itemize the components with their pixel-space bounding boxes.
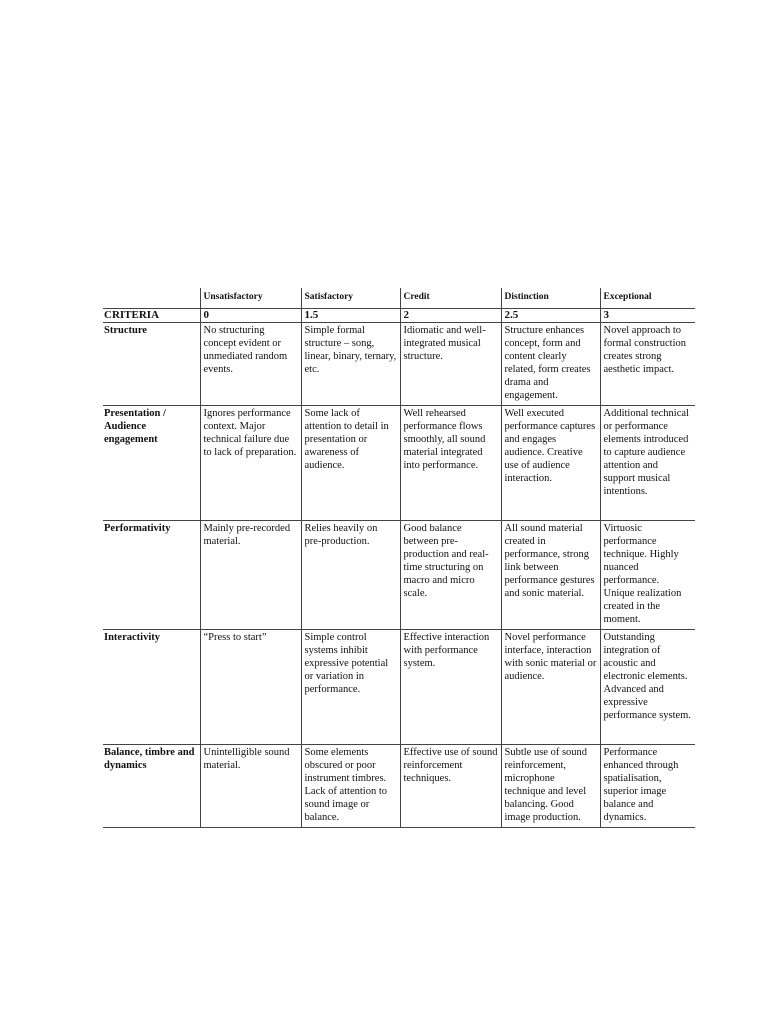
level-header-empty bbox=[103, 288, 200, 309]
score-unsatisfactory: 0 bbox=[200, 309, 301, 323]
score-satisfactory: 1.5 bbox=[301, 309, 400, 323]
score-row bbox=[103, 309, 695, 323]
criterion-row-interactivity bbox=[103, 630, 695, 745]
level-header-row bbox=[103, 288, 695, 309]
criterion-cell: Outstanding integration of acoustic and electronic elements. Advanced and expressive performance system. bbox=[600, 630, 695, 745]
criterion-cell: Simple control systems inhibit expressive potential or variation in performance. bbox=[301, 630, 400, 745]
criterion-name: Structure bbox=[103, 323, 200, 406]
level-header-exceptional: Exceptional bbox=[600, 288, 695, 309]
criterion-name: Interactivity bbox=[103, 630, 200, 745]
level-header-unsatisfactory: Unsatisfactory bbox=[200, 288, 301, 309]
criterion-cell: Relies heavily on pre-production. bbox=[301, 521, 400, 630]
criterion-cell: “Press to start” bbox=[200, 630, 301, 745]
criterion-name: Balance, timbre and dynamics bbox=[103, 745, 200, 828]
criterion-cell: Well rehearsed performance flows smoothly, all sound material integrated into performance. bbox=[400, 406, 501, 521]
criterion-cell: Effective use of sound reinforcement techniques. bbox=[400, 745, 501, 828]
score-distinction: 2.5 bbox=[501, 309, 600, 323]
criterion-row-structure bbox=[103, 323, 695, 406]
criterion-cell: Novel performance interface, interaction with sonic material or audience. bbox=[501, 630, 600, 745]
criterion-cell: Structure enhances concept, form and content clearly related, form creates drama and engagement. bbox=[501, 323, 600, 406]
criterion-cell: Mainly pre-recorded material. bbox=[200, 521, 301, 630]
criterion-cell: Performance enhanced through spatialisation, superior image balance and dynamics. bbox=[600, 745, 695, 828]
criterion-cell: Effective interaction with performance system. bbox=[400, 630, 501, 745]
criterion-cell: Additional technical or performance elements introduced to capture audience attention and support musical intentions. bbox=[600, 406, 695, 521]
criterion-cell: Simple formal structure – song, linear, binary, ternary, etc. bbox=[301, 323, 400, 406]
level-header-distinction: Distinction bbox=[501, 288, 600, 309]
rubric-table bbox=[103, 288, 695, 828]
criterion-cell: Some lack of attention to detail in presentation or awareness of audience. bbox=[301, 406, 400, 521]
criterion-cell: No structuring concept evident or unmediated random events. bbox=[200, 323, 301, 406]
rubric-table-container bbox=[103, 288, 695, 828]
criterion-cell: Ignores performance context. Major technical failure due to lack of preparation. bbox=[200, 406, 301, 521]
criterion-cell: All sound material created in performance, strong link between performance gestures and sonic material. bbox=[501, 521, 600, 630]
criterion-name: Performativity bbox=[103, 521, 200, 630]
criterion-row-presentation bbox=[103, 406, 695, 521]
criteria-header: CRITERIA bbox=[103, 309, 200, 323]
criterion-cell: Well executed performance captures and engages audience. Creative use of audience interaction. bbox=[501, 406, 600, 521]
criterion-cell: Unintelligible sound material. bbox=[200, 745, 301, 828]
criterion-row-performativity bbox=[103, 521, 695, 630]
level-header-credit: Credit bbox=[400, 288, 501, 309]
criterion-cell: Subtle use of sound reinforcement, microphone technique and level balancing. Good image production. bbox=[501, 745, 600, 828]
criterion-cell: Novel approach to formal construction creates strong aesthetic impact. bbox=[600, 323, 695, 406]
criterion-name: Presentation / Audience engagement bbox=[103, 406, 200, 521]
criterion-row-balance bbox=[103, 745, 695, 828]
criterion-cell: Some elements obscured or poor instrument timbres. Lack of attention to sound image or balance. bbox=[301, 745, 400, 828]
level-header-satisfactory: Satisfactory bbox=[301, 288, 400, 309]
score-exceptional: 3 bbox=[600, 309, 695, 323]
criterion-cell: Idiomatic and well-integrated musical structure. bbox=[400, 323, 501, 406]
criterion-cell: Virtuosic performance technique. Highly nuanced performance. Unique realization created in the moment. bbox=[600, 521, 695, 630]
score-credit: 2 bbox=[400, 309, 501, 323]
criterion-cell: Good balance between pre-production and real-time structuring on macro and micro scale. bbox=[400, 521, 501, 630]
